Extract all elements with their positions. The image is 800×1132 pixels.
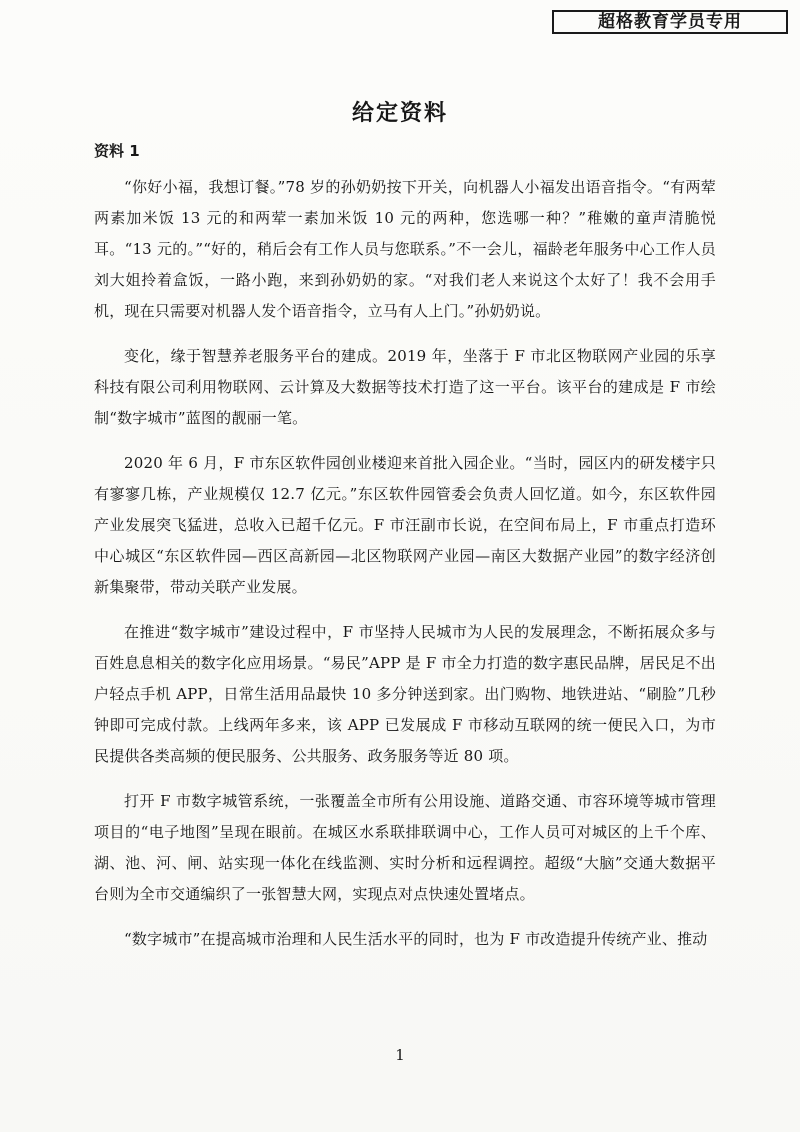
page-number: 1 — [395, 1046, 405, 1064]
document-body — [94, 172, 716, 969]
paragraph: 2020 年 6 月，F 市东区软件园创业楼迎来首批入园企业。“当时，园区内的研发楼宇只有寥寥几栋，产业规模仅 12.7 亿元。”东区软件园管委会负责人回忆道。如今，东区软件园产业发展突飞猛进，总收入已超千亿元。F 市汪副市长说，在空间布局上，F 市重点打造环中心城区“东区软件园—西区高新园—北区物联网产业园—南区大数据产业园”的数字经济创新集聚带，带动关联产业发展。 — [94, 454, 716, 596]
paragraph: “你好小福，我想订餐。”78 岁的孙奶奶按下开关，向机器人小福发出语音指令。“有两荤两素加米饭 13 元的和两荤一素加米饭 10 元的两种，您选哪一种？”稚嫩的童声清脆悦耳。“13 元的。”“好的，稍后会有工作人员与您联系。”不一会儿，福龄老年服务中心工作人员刘大姐拎着盒饭，一路小跑，来到孙奶奶的家。“对我们老人来说这个太好了！我不会用手机，现在只需要对机器人发个语音指令，立马有人上门。”孙奶奶说。 — [94, 178, 716, 320]
header-tag: 超格教育学员专用 — [552, 10, 788, 34]
paragraph: 在推进“数字城市”建设过程中，F 市坚持人民城市为人民的发展理念，不断拓展众多与百姓息息相关的数字化应用场景。“易民”APP 是 F 市全力打造的数字惠民品牌，居民足不出户轻点手机 APP，日常生活用品最快 10 多分钟送到家。出门购物、地铁进站、“刷脸”几秒钟即可完成付款。上线两年多来，该 APP 已发展成 F 市移动互联网的统一便民入口，为市民提供各类高频的便民服务、公共服务、政务服务等近 80 项。 — [94, 623, 716, 765]
paragraph: 打开 F 市数字城管系统，一张覆盖全市所有公用设施、道路交通、市容环境等城市管理项目的“电子地图”呈现在眼前。在城区水系联排联调中心，工作人员可对城区的上千个库、湖、池、河、闸、站实现一体化在线监测、实时分析和远程调控。超级“大脑”交通大数据平台则为全市交通编织了一张智慧大网，实现点对点快速处置堵点。 — [94, 792, 716, 903]
section-label: 资料 1 — [94, 142, 140, 160]
paragraph: “数字城市”在提高城市治理和人民生活水平的同时，也为 F 市改造提升传统产业、推动 — [124, 930, 708, 948]
paragraph: 变化，缘于智慧养老服务平台的建成。2019 年，坐落于 F 市北区物联网产业园的乐享科技有限公司利用物联网、云计算及大数据等技术打造了这一平台。该平台的建成是 F 市绘制“数字城市”蓝图的靓丽一笔。 — [94, 347, 716, 427]
document-title: 给定资料 — [351, 101, 448, 126]
